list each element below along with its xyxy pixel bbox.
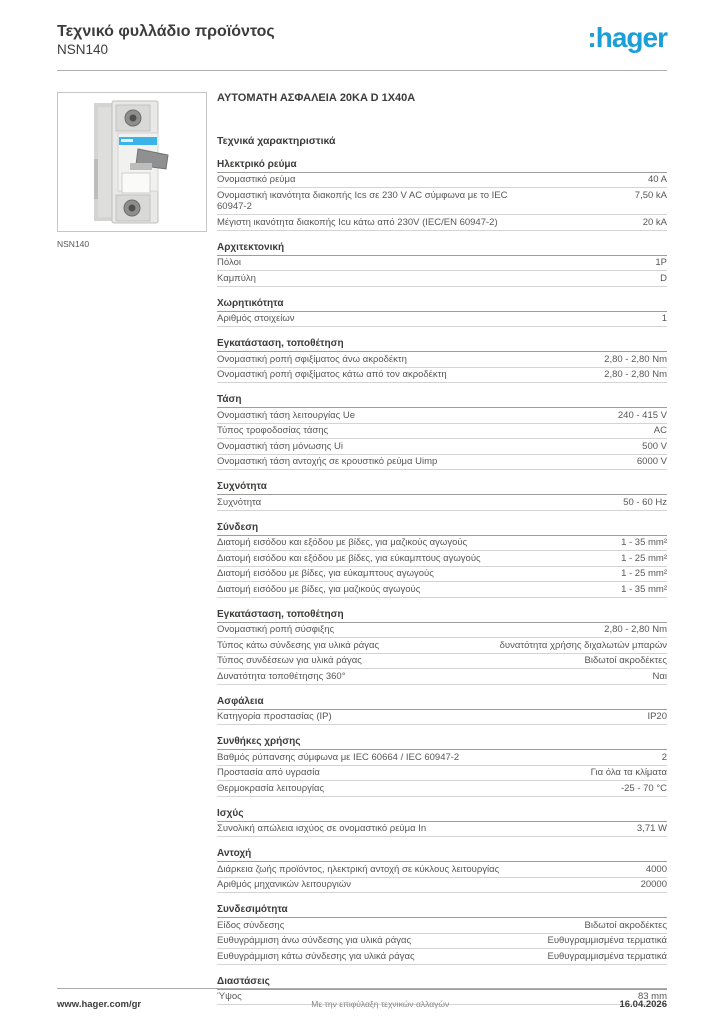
photo-caption: NSN140 <box>57 238 90 249</box>
spec-section-title: Εγκατάσταση, τοποθέτηση <box>217 609 667 623</box>
spec-value: δυνατότητα χρήσης διχαλωτών μπαρών <box>499 639 667 651</box>
spec-value: 6000 V <box>636 456 667 468</box>
spec-label: Τύπος τροφοδοσίας τάσης <box>217 425 329 437</box>
spec-row <box>217 408 667 424</box>
spec-value: Ευθυγραμμισμένα τερματικά <box>547 935 667 947</box>
spec-value: D <box>660 272 667 284</box>
spec-label: Πόλοι <box>217 257 241 269</box>
spec-value: Βιδωτοί ακροδέκτες <box>584 655 667 667</box>
spec-value: 1 <box>661 313 667 325</box>
spec-value: 1 - 25 mm² <box>621 568 667 580</box>
spec-value: 40 A <box>647 174 667 186</box>
spec-label: Κατηγορία προστασίας (IP) <box>217 711 332 723</box>
spec-row <box>217 949 667 965</box>
spec-section <box>217 609 667 685</box>
spec-row <box>217 654 667 670</box>
spec-section-title: Τάση <box>217 394 667 408</box>
footer-date: 16.04.2026 <box>619 999 667 1010</box>
spec-label: Συχνότητα <box>217 496 262 508</box>
spec-label: Διάρκεια ζωής προϊόντος, ηλεκτρική αντοχή σε κύκλους λειτουργίας <box>217 863 500 875</box>
spec-value: IP20 <box>647 711 667 723</box>
spec-section <box>217 848 667 893</box>
spec-section <box>217 522 667 598</box>
spec-section-title: Συνδεσιμότητα <box>217 904 667 918</box>
spec-row <box>217 669 667 685</box>
spec-label: Βαθμός ρύπανσης σύμφωνα με IEC 60664 / IEC 60947-2 <box>217 751 460 763</box>
spec-row <box>217 424 667 440</box>
spec-value: 2,80 - 2,80 Nm <box>604 369 667 381</box>
spec-row <box>217 750 667 766</box>
spec-value: Για όλα τα κλίματα <box>590 767 667 779</box>
spec-value: Βιδωτοί ακροδέκτες <box>584 919 667 931</box>
spec-section-title: Χωρητικότητα <box>217 298 667 312</box>
spec-label: Προστασία από υγρασία <box>217 767 320 779</box>
spec-section-title: Σύνδεση <box>217 522 667 536</box>
spec-row <box>217 934 667 950</box>
spec-value: 20000 <box>640 879 667 891</box>
spec-value: 1 - 25 mm² <box>621 552 667 564</box>
spec-section-title: Εγκατάσταση, τοποθέτηση <box>217 338 667 352</box>
spec-value: 1 - 35 mm² <box>621 537 667 549</box>
spec-sections <box>217 159 667 1006</box>
spec-value: Ευθυγραμμισμένα τερματικά <box>547 950 667 962</box>
spec-row <box>217 439 667 455</box>
specs-column <box>217 92 667 1006</box>
spec-label: Καμπύλη <box>217 272 256 284</box>
spec-value: 20 kA <box>642 216 667 228</box>
footer-row <box>57 999 667 1010</box>
product-reference: NSN140 <box>57 42 109 58</box>
mcb-illustration <box>72 99 192 225</box>
spec-section-title: Συνθήκες χρήσης <box>217 736 667 750</box>
footer-divider <box>57 988 667 989</box>
spec-section-title: Συχνότητα <box>217 481 667 495</box>
spec-label: Διατομή εισόδου και εξόδου με βίδες, για εύκαμπτους αγωγούς <box>217 552 481 564</box>
spec-value: 50 - 60 Hz <box>623 496 667 508</box>
spec-label: Ονομαστική ικανότητα διακοπής Ics σε 230 V AC σύμφωνα με το IEC 60947-2 <box>217 189 508 213</box>
spec-value: 2,80 - 2,80 Nm <box>604 353 667 365</box>
spec-label: Είδος σύνδεσης <box>217 919 285 931</box>
spec-row <box>217 495 667 511</box>
spec-section-title: Ηλεκτρικό ρεύμα <box>217 159 667 173</box>
spec-label: Δυνατότητα τοποθέτησης 360° <box>217 670 346 682</box>
spec-label: Μέγιστη ικανότητα διακοπής Icu κάτω από 230V (IEC/EN 60947-2) <box>217 216 498 228</box>
spec-value: 1P <box>655 257 667 269</box>
spec-value: 2,80 - 2,80 Nm <box>604 624 667 636</box>
spec-section-title: Διαστάσεις <box>217 976 667 990</box>
spec-row <box>217 188 667 215</box>
spec-value: -25 - 70 °C <box>620 782 667 794</box>
header-divider <box>57 70 667 71</box>
spec-value: 3,71 W <box>636 823 667 835</box>
rating-label <box>122 173 150 193</box>
spec-label: Τύπος κάτω σύνδεσης για υλικά ράγας <box>217 639 380 651</box>
spec-row <box>217 352 667 368</box>
main-content <box>57 92 667 1006</box>
spec-label: Θερμοκρασία λειτουργίας <box>217 782 325 794</box>
page-header <box>57 22 667 59</box>
spec-row <box>217 822 667 838</box>
product-photo <box>57 92 207 232</box>
spec-label: Ονομαστικό ρεύμα <box>217 174 296 186</box>
spec-row <box>217 271 667 287</box>
spec-row <box>217 766 667 782</box>
document-titles <box>57 22 275 59</box>
spec-label: Διατομή εισόδου και εξόδου με βίδες, για μαζικούς αγωγούς <box>217 537 468 549</box>
spec-label: Ονομαστική τάση μόνωσης Ui <box>217 440 343 452</box>
spec-label: Ονομαστική τάση αντοχής σε κρουστικό ρεύμα Uimp <box>217 456 438 468</box>
spec-section-title: Αντοχή <box>217 848 667 862</box>
spec-row <box>217 551 667 567</box>
spec-value: 1 - 35 mm² <box>621 583 667 595</box>
spec-row <box>217 781 667 797</box>
spec-section-title: Αρχιτεκτονική <box>217 242 667 256</box>
spec-value: 7,50 kA <box>634 189 667 201</box>
product-title: ΑΥΤΟΜΑΤΗ ΑΣΦΑΛΕΙΑ 20KA D 1X40A <box>217 91 416 104</box>
spec-row <box>217 312 667 328</box>
spec-label: Ονομαστική ροπή σφιξίματος κάτω από τον ακροδέκτη <box>217 369 447 381</box>
spec-row <box>217 173 667 189</box>
spec-row <box>217 256 667 272</box>
spec-label: Ευθυγράμμιση άνω σύνδεσης για υλικά ράγας <box>217 935 412 947</box>
spec-label: Διατομή εισόδου με βίδες, για εύκαμπτους αγωγούς <box>217 568 434 580</box>
spec-section <box>217 338 667 383</box>
spec-section-title: Ισχύς <box>217 808 667 822</box>
spec-value: 240 - 415 V <box>617 409 667 421</box>
spec-section <box>217 159 667 231</box>
spec-section-title: Ασφάλεια <box>217 696 667 710</box>
spec-row <box>217 878 667 894</box>
spec-label: Ονομαστική ροπή σφιξίματος άνω ακροδέκτη <box>217 353 407 365</box>
spec-section <box>217 904 667 965</box>
specs-heading: Τεχνικά χαρακτηριστικά <box>217 134 336 147</box>
product-photo-column <box>57 92 207 1006</box>
page-footer <box>57 988 667 1010</box>
spec-value: 2 <box>661 751 667 763</box>
spec-label: Τύπος συνδέσεων για υλικά ράγας <box>217 655 362 667</box>
spec-label: Συνολική απώλεια ισχύος σε ονομαστικό ρεύμα In <box>217 823 427 835</box>
spec-section <box>217 242 667 287</box>
spec-label: Αριθμός μηχανικών λειτουργιών <box>217 879 352 891</box>
spec-label: Ύψος <box>217 991 242 1003</box>
spec-value: 500 V <box>642 440 667 452</box>
spec-section <box>217 696 667 726</box>
spec-row <box>217 582 667 598</box>
document-title: Τεχνικό φυλλάδιο προϊόντος <box>57 23 275 40</box>
spec-value: AC <box>653 425 667 437</box>
spec-value: Ναι <box>652 670 667 682</box>
spec-label: Διατομή εισόδου με βίδες, για μαζικούς αγωγούς <box>217 583 421 595</box>
spec-row <box>217 638 667 654</box>
spec-row <box>217 215 667 231</box>
spec-section <box>217 808 667 838</box>
spec-label: Ευθυγράμμιση κάτω σύνδεσης για υλικά ράγας <box>217 950 415 962</box>
spec-label: Ονομαστική ροπή σύσφιξης <box>217 624 335 636</box>
spec-section <box>217 481 667 511</box>
footer-website-link[interactable]: www.hager.com/gr <box>57 999 142 1010</box>
spec-value: 83 mm <box>637 991 667 1003</box>
spec-label: Ονομαστική τάση λειτουργίας Ue <box>217 409 355 421</box>
spec-row <box>217 710 667 726</box>
spec-row <box>217 536 667 552</box>
footer-disclaimer: Με την επιφύλαξη τεχνικών αλλαγών <box>311 999 450 1009</box>
spec-section <box>217 394 667 470</box>
spec-section <box>217 298 667 328</box>
spec-value: 4000 <box>645 863 667 875</box>
hager-logo: :hager <box>587 22 667 53</box>
spec-row <box>217 862 667 878</box>
spec-row <box>217 623 667 639</box>
spec-row <box>217 918 667 934</box>
spec-label: Αριθμός στοιχείων <box>217 313 295 325</box>
spec-row <box>217 455 667 471</box>
spec-row <box>217 567 667 583</box>
spec-row <box>217 368 667 384</box>
spec-section <box>217 736 667 797</box>
